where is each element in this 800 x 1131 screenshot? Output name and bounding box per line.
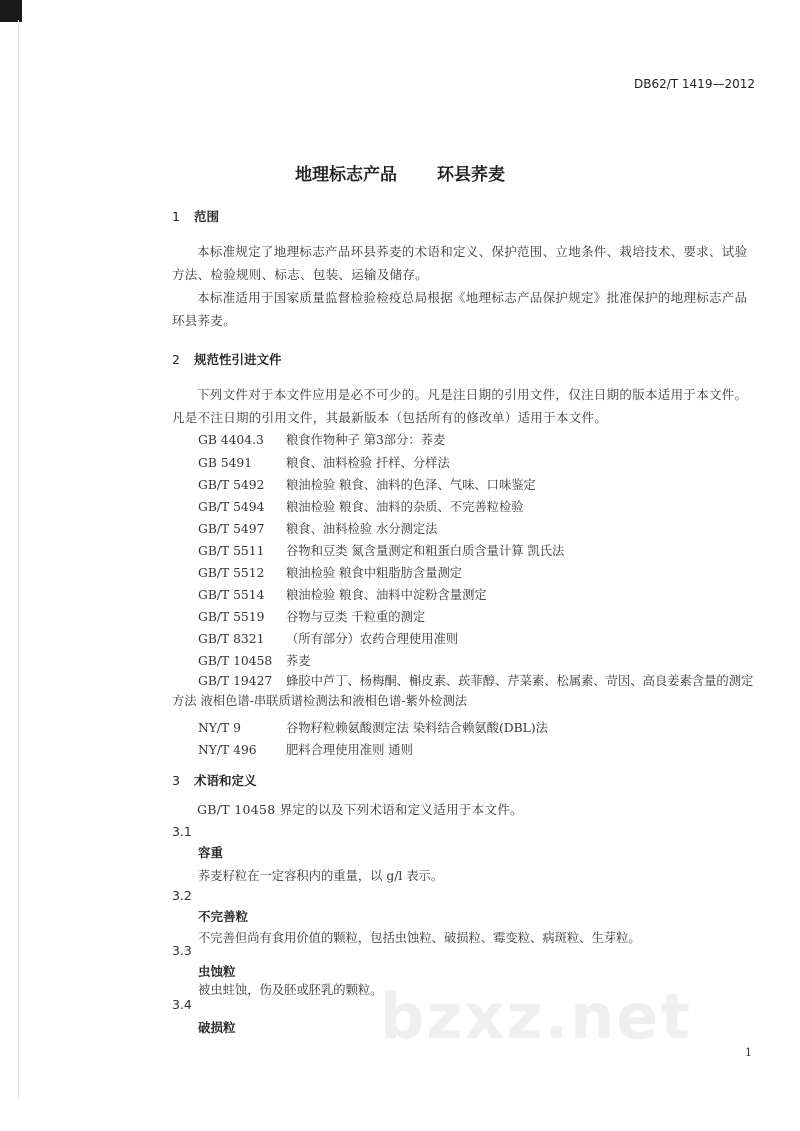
- section-heading-terms: 3 术语和定义: [172, 773, 257, 788]
- reference-row: GB 5491 粮食、油料检验 扦样、分样法: [198, 456, 450, 470]
- watermark: bzxz.net: [380, 980, 692, 1053]
- term-definition: 荞麦籽粒在一定容积内的重量，以 g/l 表示。: [198, 869, 444, 883]
- standard-code: DB62/T 1419—2012: [633, 77, 755, 91]
- reference-row: GB/T 8321 （所有部分）农药合理使用准则: [198, 632, 459, 646]
- reference-row: GB/T 5494 粮油检验 粮食、油料的杂质、不完善粒检验: [198, 500, 524, 514]
- term-definition: 被虫蛀蚀，伤及胚或胚乳的颗粒。: [198, 983, 383, 997]
- document-title: [0, 160, 800, 185]
- reference-row: GB 4404.3 粮食作物种子 第3部分：荞麦: [198, 433, 446, 447]
- reference-row: GB/T 5514 粮油检验 粮食、油料中淀粉含量测定: [198, 588, 487, 602]
- term-number: 3.3: [172, 943, 192, 958]
- term-name: 容重: [198, 845, 224, 860]
- reference-row: GB/T 5512 粮油检验 粮食中粗脂肪含量测定: [198, 566, 463, 580]
- normative-intro: 下列文件对于本文件应用是必不可少的。凡是注日期的引用文件，仅注日期的版本适用于本文件。凡是不注日期的引用文件，其最新版本（包括所有的修改单）适用于本文件。: [172, 387, 748, 425]
- section-heading-scope: 1 范围: [172, 209, 220, 224]
- page-number: 1: [745, 1046, 752, 1059]
- reference-row: GB/T 5519 谷物与豆类 千粒重的测定: [198, 610, 426, 624]
- title-part2: 环县荞麦: [437, 165, 505, 185]
- term-number: 3.4: [172, 997, 192, 1012]
- term-name: 破损粒: [198, 1020, 236, 1035]
- scope-paragraph: 本标准规定了地理标志产品环县荞麦的术语和定义、保护范围、立地条件、栽培技术、要求、试验方法、检验规则、标志、包装、运输及储存。: [172, 244, 748, 282]
- reference-row: NY/T 9 谷物籽粒赖氨酸测定法 染料结合赖氨酸(DBL)法: [198, 721, 548, 735]
- term-definition: 不完善但尚有食用价值的颗粒，包括虫蚀粒、破损粒、霉变粒、病斑粒、生芽粒。: [198, 931, 641, 945]
- term-number: 3.1: [172, 824, 192, 839]
- reference-row: GB/T 5511 谷物和豆类 氮含量测定和粗蛋白质含量计算 凯氏法: [198, 544, 565, 558]
- scan-corner-mark: [0, 0, 22, 22]
- terms-intro: GB/T 10458 界定的以及下列术语和定义适用于本文件。: [197, 802, 523, 817]
- reference-row: GB/T 5492 粮油检验 粮食、油料的色泽、气味、口味鉴定: [198, 478, 536, 492]
- scope-paragraph: 本标准适用于国家质量监督检验检疫总局根据《地理标志产品保护规定》批准保护的地理标志产品环县荞麦。: [172, 290, 748, 328]
- term-name: 虫蚀粒: [198, 964, 236, 979]
- reference-row-long: GB/T 19427 蜂胶中芦丁、杨梅酮、槲皮素、莰菲醇、芹菜素、松属素、苛因、高良姜素含量的测定方法 液相色谱-串联质谱检测法和液相色谱-紫外检测法: [172, 674, 754, 708]
- term-number: 3.2: [172, 888, 192, 903]
- section-heading-normative: 2 规范性引进文件: [172, 352, 282, 367]
- title-part1: 地理标志产品: [295, 165, 397, 185]
- reference-row: GB/T 5497 粮食、油料检验 水分测定法: [198, 522, 438, 536]
- term-name: 不完善粒: [198, 909, 249, 924]
- reference-row: NY/T 496 肥料合理使用准则 通则: [198, 743, 413, 757]
- reference-row: GB/T 10458 荞麦: [198, 654, 311, 668]
